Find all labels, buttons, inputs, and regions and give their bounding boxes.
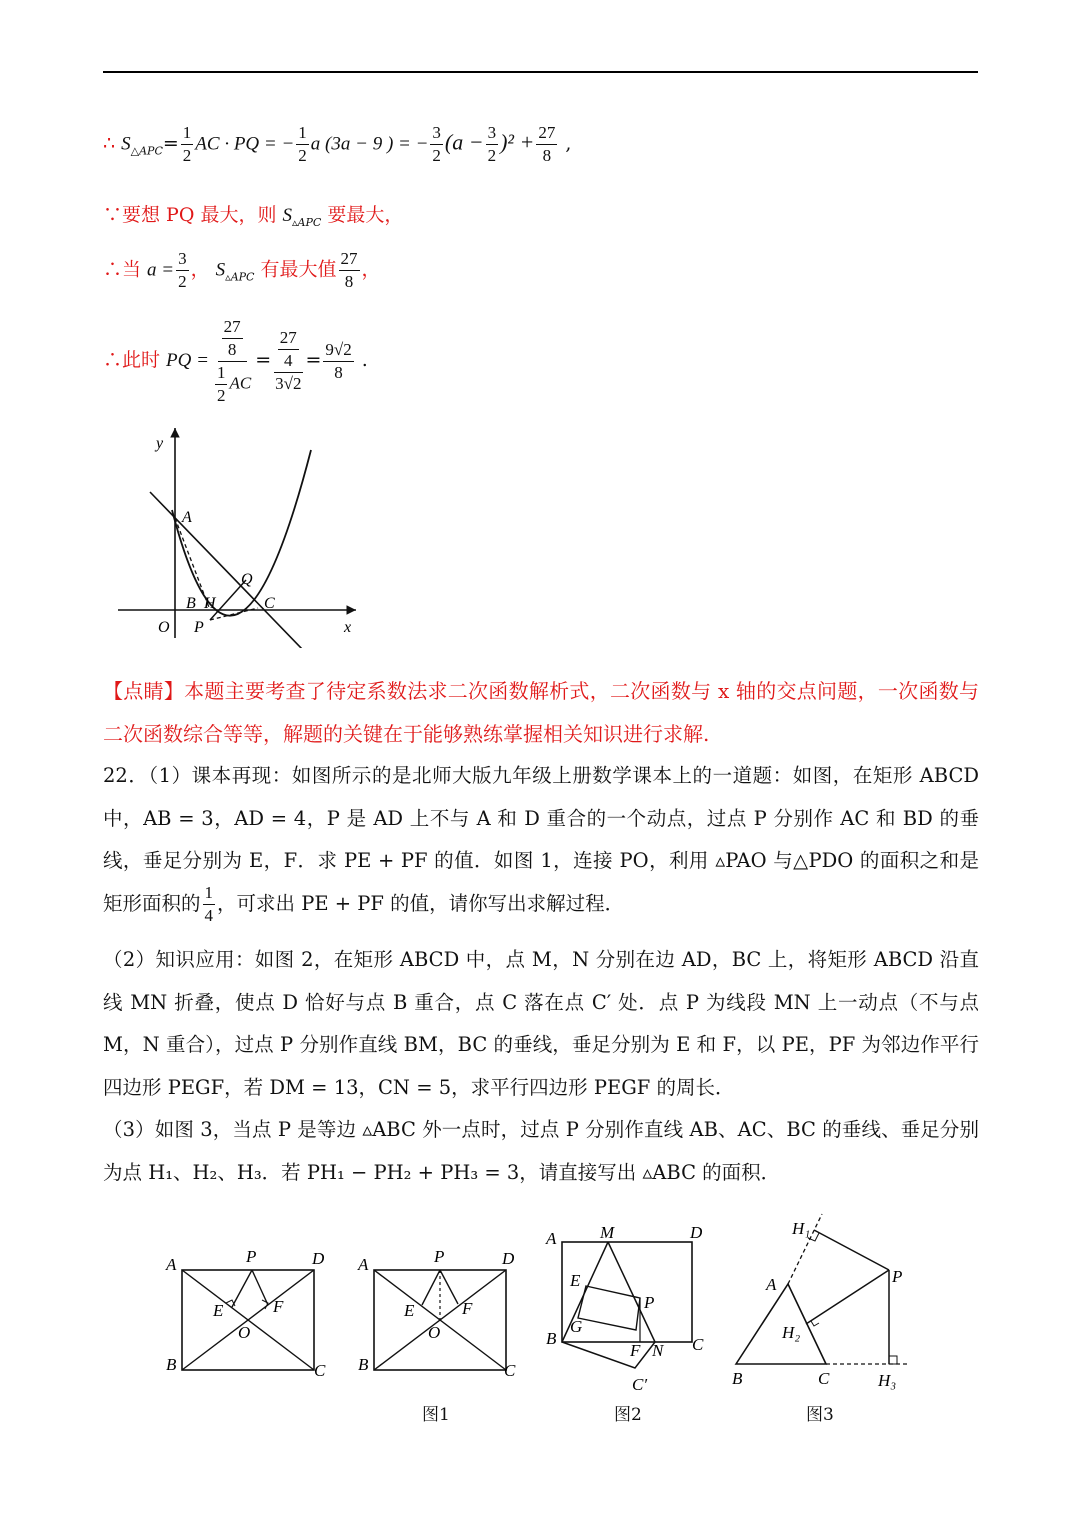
caption-figure-2: 图2 (614, 1405, 642, 1425)
label-p: P (194, 619, 204, 636)
label-a: A (766, 1275, 777, 1294)
label-h3: H₃ (878, 1371, 897, 1390)
label-p: P (644, 1293, 655, 1312)
numerator: 3 (176, 250, 189, 271)
fraction (486, 124, 499, 165)
label-p: P (434, 1247, 445, 1266)
equals: = (162, 132, 179, 155)
denominator: 4 (284, 351, 293, 371)
label-f: F (630, 1341, 641, 1360)
numerator: 1 (296, 124, 309, 145)
expr: )² + (500, 129, 535, 155)
fraction (430, 124, 443, 165)
label-b: B (186, 595, 196, 612)
text: 要最大， (321, 204, 404, 226)
denominator: 2 (182, 145, 192, 165)
formula-line-3 (103, 250, 381, 291)
line-ac (150, 492, 303, 648)
denominator: 8 (227, 339, 237, 359)
numerator: 3 (430, 124, 443, 145)
label-d: D (312, 1249, 325, 1268)
parabola-curve (172, 450, 311, 616)
caption-figure-3: 图3 (806, 1405, 834, 1425)
compound-fraction (211, 318, 253, 404)
comma: , (559, 132, 572, 155)
denominator: 8 (334, 362, 343, 382)
numerator: 27 (222, 318, 243, 339)
area-subscript: ▵APC (291, 216, 322, 229)
numerator: 3 (486, 124, 499, 145)
text: ， (190, 258, 216, 281)
problem-part-2 (103, 939, 979, 1109)
figure-1a (160, 1240, 340, 1390)
denominator: 8 (344, 271, 354, 291)
figure-2 (540, 1218, 720, 1398)
numerator: 1 (181, 124, 194, 145)
label-f: F (273, 1297, 284, 1316)
problem-text: （2）知识应用：如图 2，在矩形 ABCD 中，点 M，N 分别在边 AD，BC 上，将矩形 ABCD 沿直线 MN 折叠，使点 D 恰好与点 B 重合，点 C 落在点 C′ 处．点 P 为线段 MN 上一动点（不与点 M，N 重合），过点 P 分别作直线 BM，BC 的垂线，垂足分别为 E 和 F，以 PE，PF 为邻边作平行四边形 PEGF，若 DM = 13，CN = 5，求平行四边形 PEGF 的周长． (103, 948, 979, 1099)
label-p: P (892, 1267, 903, 1286)
header-rule (103, 71, 978, 73)
label-h2: H₂ (782, 1323, 801, 1342)
label-c: C (692, 1335, 704, 1354)
denominator: 2 (178, 271, 187, 291)
label-a: A (546, 1229, 557, 1248)
label-h1: H₁ (792, 1219, 811, 1238)
comment-text: 本题主要考查了待定系数法求二次函数解析式，二次函数与 x 轴的交点问题，一次函数与二次函数综合等等，解题的关键在于能够熟练掌握相关知识进行求解. (103, 679, 980, 746)
fraction (536, 124, 557, 165)
numerator: 27 (536, 124, 557, 145)
denominator: 4 (204, 905, 214, 925)
label-c: C (264, 595, 275, 612)
label-a: A (358, 1255, 369, 1274)
expr: AC · PQ = − (195, 133, 295, 155)
therefore-symbol: ∴ (103, 132, 122, 155)
text: ∵要想 PQ 最大，则 (103, 204, 283, 226)
expr: a (3a − 9 ) = − (310, 133, 429, 155)
label-o: O (238, 1323, 251, 1342)
denominator: 2 (216, 385, 226, 405)
text: ， (361, 258, 381, 281)
label-c: C (314, 1361, 326, 1380)
label-e: E (213, 1301, 224, 1320)
fraction (215, 364, 228, 405)
label-h: H (204, 595, 216, 612)
label-x: x (344, 619, 352, 636)
denominator: 3√2 (275, 374, 302, 394)
comment-block (103, 670, 979, 755)
label-d: D (690, 1223, 703, 1242)
text: 有最大值 (254, 258, 337, 281)
problem-part-3 (103, 1109, 979, 1194)
label-p: P (246, 1247, 257, 1266)
text: ∴当 (103, 258, 148, 281)
formula-line-4 (103, 318, 368, 404)
area-subscript: △APC (130, 144, 163, 158)
problem-text: 22．（1）课本再现：如图所示的是北师大版九年级上册数学课本上的一道题：如图，在矩形 ABCD 中，AB = 3，AD = 4，P 是 AD 上不与 A 和 D 重合的一个动点，过点 P 分别作 AC 和 BD 的垂线，垂足分别为 E，F．求 PE + PF 的值．如图 1，连接 PO，利用 ▵PAO 与△PDO 的面积之和是矩形面积的 (103, 764, 979, 915)
period: . (355, 349, 368, 372)
fraction (323, 341, 353, 382)
label-e: E (404, 1301, 415, 1320)
numerator (274, 329, 303, 373)
label-a: A (166, 1255, 177, 1274)
label-q: Q (241, 571, 253, 588)
label-b: B (166, 1355, 177, 1374)
expr: AC (229, 372, 252, 392)
numerator: 1 (215, 364, 228, 385)
problem-text: ，可求出 PE + PF 的值，请你写出求解过程． (217, 891, 625, 915)
text: ∴此时 (103, 349, 167, 372)
fraction (222, 318, 243, 359)
numerator: 27 (278, 329, 299, 350)
label-c: C (504, 1361, 516, 1380)
problem-part-1 (103, 755, 979, 925)
label-e: E (570, 1271, 581, 1290)
numerator: 27 (339, 250, 360, 271)
denominator (211, 362, 253, 405)
label-c-prime: C′ (632, 1375, 648, 1394)
expr: a = (147, 259, 175, 281)
label-d: D (502, 1249, 515, 1268)
fraction (203, 884, 216, 925)
formula-line-1 (103, 124, 571, 165)
numerator: 1 (203, 884, 216, 905)
denominator: 8 (542, 145, 552, 165)
expr: (a − (444, 129, 484, 155)
denominator: 2 (432, 145, 441, 165)
fraction (339, 250, 360, 291)
label-b: B (358, 1355, 369, 1374)
label-a: A (182, 509, 192, 526)
denominator: 2 (487, 145, 497, 165)
numerator: 9√2 (323, 341, 353, 362)
label-o: O (428, 1323, 441, 1342)
area-subscript: ▵APC (225, 270, 255, 284)
label-b: B (546, 1329, 557, 1348)
figure-1b (352, 1240, 532, 1390)
label-o: O (158, 619, 170, 636)
fraction (278, 329, 299, 370)
label-b: B (732, 1369, 743, 1388)
figure-3 (724, 1210, 924, 1400)
area-symbol: S (215, 259, 226, 281)
expr: PQ = (166, 350, 209, 372)
denominator: 2 (298, 145, 307, 165)
label-m: M (600, 1223, 615, 1242)
caption-figure-1: 图1 (422, 1405, 450, 1425)
fraction (296, 124, 309, 165)
area-symbol: S (121, 133, 131, 155)
label-n: N (652, 1341, 664, 1360)
fraction (176, 250, 189, 291)
label-y: y (156, 435, 164, 452)
numerator (218, 318, 247, 362)
problem-text: （3）如图 3，当点 P 是等边 ▵ABC 外一点时，过点 P 分别作直线 AB、AC、BC 的垂线、垂足分别为点 H₁、H₂、H₃．若 PH₁ − PH₂ + PH₃ = 3，请直接写出 ▵ABC 的面积． (103, 1118, 979, 1184)
equals: = (305, 349, 322, 372)
label-g: G (570, 1317, 583, 1336)
compound-fraction (273, 329, 303, 393)
parabola-graph (108, 418, 368, 648)
label-c: C (818, 1369, 830, 1388)
area-symbol: S (282, 205, 292, 226)
label-f: F (462, 1299, 473, 1318)
fraction (181, 124, 194, 165)
equals: = (255, 349, 272, 372)
formula-line-2 (103, 206, 403, 228)
comment-tag: 【点睛】 (103, 679, 185, 703)
